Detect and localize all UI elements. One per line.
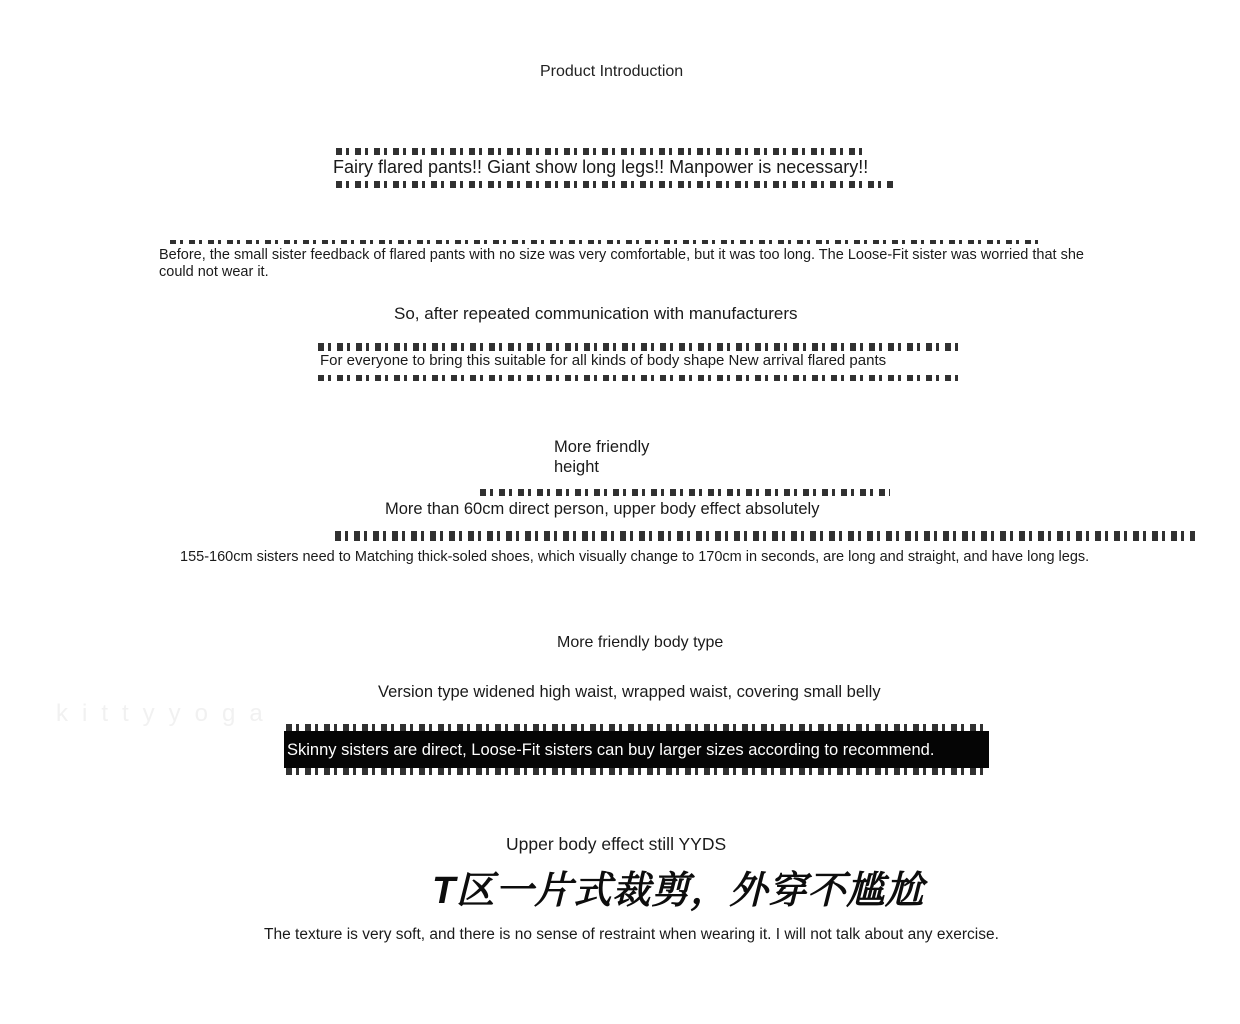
decorative-text-remnant <box>336 148 866 155</box>
page-title: Product Introduction <box>540 63 684 80</box>
decorative-text-remnant <box>480 489 890 496</box>
height-detail-line: More than 60cm direct person, upper body effect absolutely <box>385 500 820 518</box>
waist-detail-line: Version type widened high waist, wrapped waist, covering small belly <box>378 683 881 701</box>
new-arrival-line: For everyone to bring this suitable for all kinds of body shape New arrival flared pants <box>320 352 887 369</box>
shoes-tip-line: 155-160cm sisters need to Matching thick-soled shoes, which visually change to 170cm in seconds, are long and straight, and have long legs. <box>180 549 1090 565</box>
decorative-text-remnant <box>286 768 986 775</box>
section-heading-body-type: More friendly body type <box>557 634 724 651</box>
communication-line: So, after repeated communication with manufacturers <box>394 304 798 323</box>
decorative-text-remnant <box>170 240 1040 244</box>
headline-flared-pants: Fairy flared pants!! Giant show long legs!! Manpower is necessary!! <box>333 157 869 177</box>
intro-paragraph: Before, the small sister feedback of flared pants with no size was very comfortable, but it was too long. The Loose-Fit sister was worried that she could not wear it. <box>159 247 1084 280</box>
chinese-slogan: T区一片式裁剪，外穿不尴尬 <box>432 870 925 912</box>
size-recommendation-line: Skinny sisters are direct, Loose-Fit sisters can buy larger sizes according to recommend. <box>287 741 935 759</box>
texture-description: The texture is very soft, and there is no sense of restraint when wearing it. I will not talk about any exercise. <box>264 926 999 943</box>
watermark: kittyyoga <box>56 700 277 727</box>
decorative-text-remnant <box>335 531 1195 541</box>
decorative-text-remnant <box>318 343 958 351</box>
decorative-text-remnant <box>318 375 958 381</box>
section-heading-height: More friendly height <box>554 438 650 476</box>
upper-body-effect-line: Upper body effect still YYDS <box>506 834 727 854</box>
decorative-text-remnant <box>336 181 896 188</box>
